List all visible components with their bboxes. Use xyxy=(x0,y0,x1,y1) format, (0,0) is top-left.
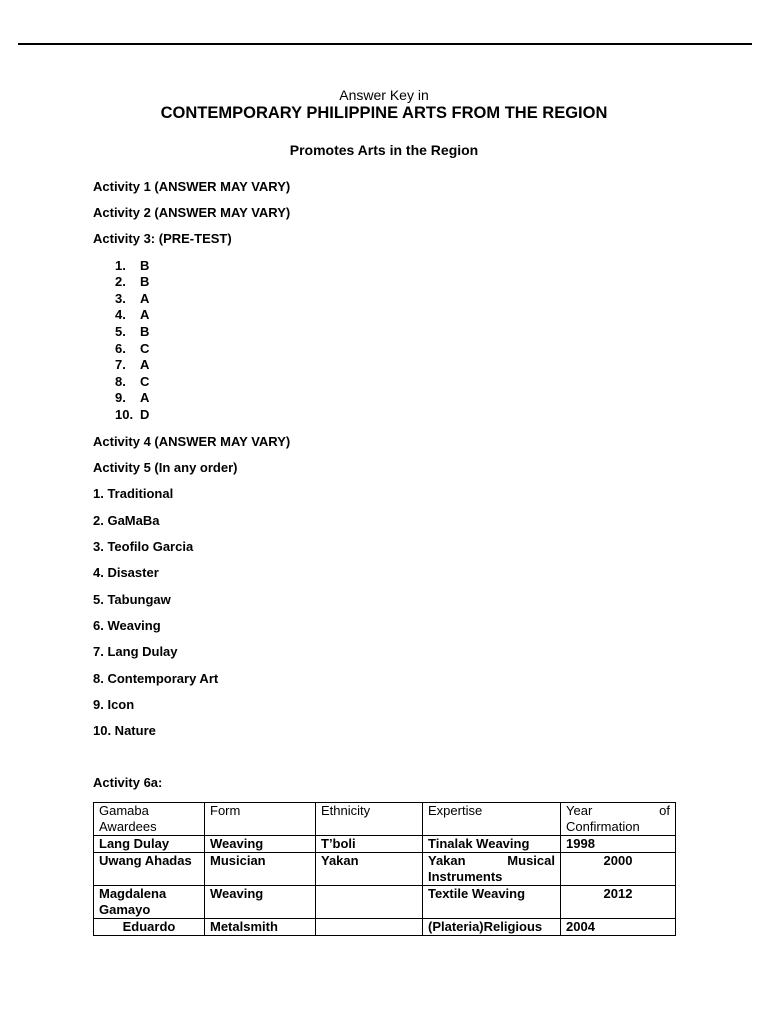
table-cell: Weaving xyxy=(205,836,316,853)
table-row xyxy=(94,853,676,886)
list-item: 6. C xyxy=(115,341,150,356)
table-row xyxy=(94,886,676,919)
table-row xyxy=(94,919,676,936)
table-cell: Uwang Ahadas xyxy=(94,853,205,886)
list-item: 10. D xyxy=(115,407,150,422)
table-cell xyxy=(316,919,423,936)
table-cell: (Plateria)Religious xyxy=(423,919,561,936)
list-item: 7. Lang Dulay xyxy=(93,644,178,659)
list-item: 3. A xyxy=(115,291,150,306)
table-cell: Yakan Musical Instruments xyxy=(423,853,561,886)
document-subtitle: Answer Key in xyxy=(339,87,429,103)
table-cell: Tinalak Weaving xyxy=(423,836,561,853)
activity-5: Activity 5 (In any order) xyxy=(93,460,238,475)
section-title: Promotes Arts in the Region xyxy=(289,142,479,158)
list-item: 2. B xyxy=(115,274,150,289)
table-cell: Metalsmith xyxy=(205,919,316,936)
table-cell: Eduardo xyxy=(94,919,205,936)
table-cell: Weaving xyxy=(205,886,316,919)
activity-2: Activity 2 (ANSWER MAY VARY) xyxy=(93,205,291,220)
table-cell: Magdalena Gamayo xyxy=(94,886,205,919)
list-item: 3. Teofilo Garcia xyxy=(93,539,194,554)
table-cell: Textile Weaving xyxy=(423,886,561,919)
table-cell: Musician xyxy=(205,853,316,886)
table-row xyxy=(94,836,676,853)
list-item: 10. Nature xyxy=(93,723,156,738)
list-item: 8. C xyxy=(115,374,150,389)
list-item: 9. Icon xyxy=(93,697,135,712)
table-cell: Yakan xyxy=(316,853,423,886)
table-cell: Lang Dulay xyxy=(94,836,205,853)
list-item: 1. B xyxy=(115,258,150,273)
list-item: 4. A xyxy=(115,307,150,322)
list-item: 4. Disaster xyxy=(93,565,159,580)
table-cell: 1998 xyxy=(561,836,676,853)
header-cell: Ethnicity xyxy=(316,803,423,836)
list-item: 8. Contemporary Art xyxy=(93,671,219,686)
header-cell: Gamaba Awardees xyxy=(94,803,205,836)
header-cell: Form xyxy=(205,803,316,836)
list-item: 2. GaMaBa xyxy=(93,513,160,528)
list-item: 9. A xyxy=(115,390,150,405)
header-cell: Year of Confirmation xyxy=(561,803,676,836)
list-item: 1. Traditional xyxy=(93,486,174,501)
header-rule xyxy=(18,43,752,45)
table-cell: T’boli xyxy=(316,836,423,853)
activity-6a: Activity 6a: xyxy=(93,775,163,790)
list-item: 5. Tabungaw xyxy=(93,592,171,607)
table-cell: 2000 xyxy=(561,853,676,886)
table-cell: 2012 xyxy=(561,886,676,919)
activity-4: Activity 4 (ANSWER MAY VARY) xyxy=(93,434,291,449)
header-cell: Expertise xyxy=(423,803,561,836)
table-cell xyxy=(316,886,423,919)
list-item: 7. A xyxy=(115,357,150,372)
activity-1: Activity 1 (ANSWER MAY VARY) xyxy=(93,179,291,194)
document-title: CONTEMPORARY PHILIPPINE ARTS FROM THE REGION xyxy=(160,104,608,122)
list-item: 6. Weaving xyxy=(93,618,161,633)
activity-3: Activity 3: (PRE-TEST) xyxy=(93,231,232,246)
table-header-row xyxy=(94,803,676,836)
list-item: 5. B xyxy=(115,324,150,339)
table-cell: 2004 xyxy=(561,919,676,936)
gamaba-awardees-table xyxy=(93,802,676,936)
